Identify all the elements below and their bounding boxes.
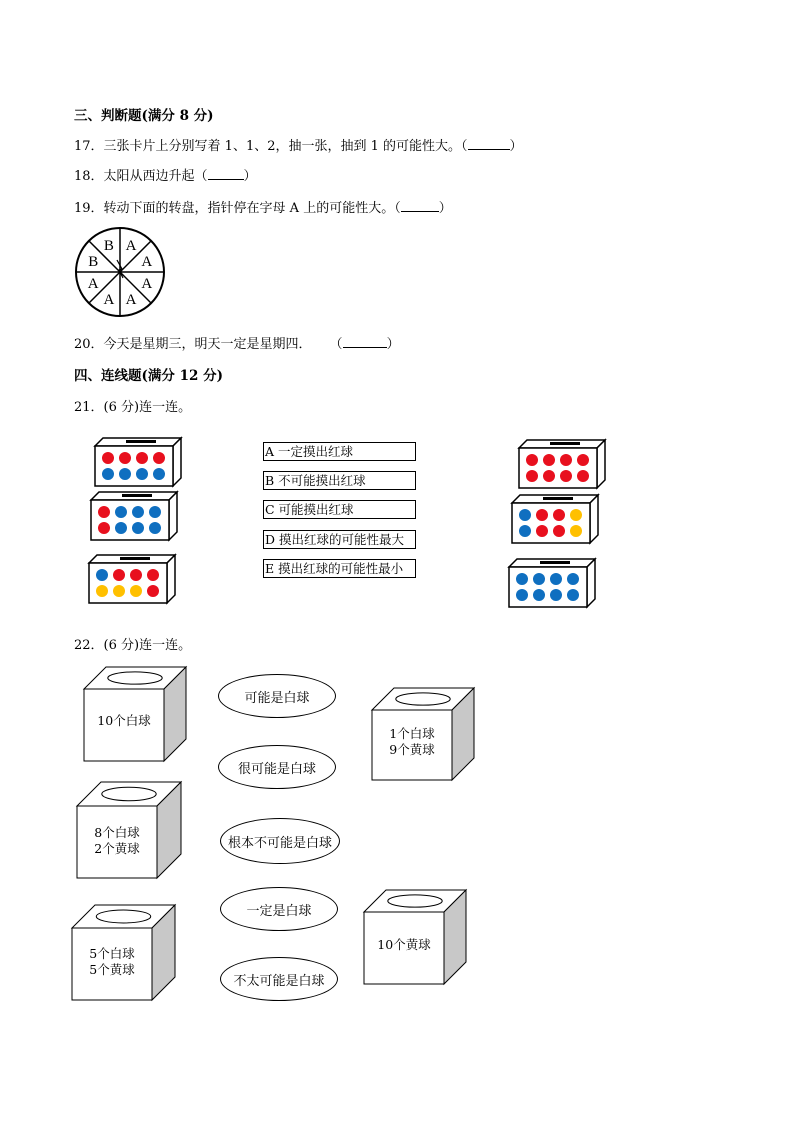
cube-5-label: 10个黄球 [377, 937, 431, 952]
cube-1-label: 10个白球 [97, 713, 151, 728]
spinner-letter: A [141, 253, 153, 270]
q17-text: 17．三张卡片上分别写着 1、1、2，抽一张，抽到 1 的可能性大。（ [74, 139, 468, 154]
q21-option-d[interactable]: D 摸出红球的可能性最大 [263, 530, 416, 549]
q21-option-c[interactable]: C 可能摸出红球 [263, 500, 416, 519]
q20-open: （ [329, 337, 343, 352]
oval-option-1[interactable]: 可能是白球 [218, 674, 336, 718]
cube-3-label: 5个白球 5个黄球 [89, 946, 135, 977]
q19-close: ） [438, 201, 452, 216]
q18-text: 18．太阳从西边升起（ [74, 169, 208, 184]
spinner-letter: B [88, 253, 99, 270]
section4-heading: 四、连线题(满分 12 分) [74, 368, 223, 384]
spinner-letter: A [87, 276, 99, 293]
spinner-letter: A [125, 291, 137, 308]
question-21: 21．(6 分)连一连。 [74, 400, 192, 415]
oval-option-4[interactable]: 一定是白球 [220, 887, 338, 931]
q21-option-b[interactable]: B 不可能摸出红球 [263, 471, 416, 490]
question-22: 22．(6 分)连一连。 [74, 638, 192, 653]
q21-option-e[interactable]: E 摸出红球的可能性最小 [263, 559, 416, 578]
section3-heading: 三、判断题(满分 8 分) [74, 108, 214, 124]
cube-2-label: 8个白球 2个黄球 [94, 825, 140, 856]
q21-option-a[interactable]: A 一定摸出红球 [263, 442, 416, 461]
oval-option-2[interactable]: 很可能是白球 [218, 745, 336, 789]
oval-option-5[interactable]: 不太可能是白球 [220, 957, 338, 1001]
oval-option-3[interactable]: 根本不可能是白球 [220, 818, 340, 864]
q19-text: 19．转动下面的转盘，指针停在字母 A 上的可能性大。（ [74, 201, 401, 216]
spinner-letter: A [141, 276, 153, 293]
spinner-letter: A [125, 238, 137, 255]
q20-text: 20．今天是星期三，明天一定是星期四． [74, 337, 312, 352]
q20-close: ） [386, 337, 400, 352]
spinner-letter: B [103, 238, 114, 255]
cube-4-label: 1个白球 9个黄球 [389, 726, 435, 757]
q17-close: ） [509, 139, 523, 154]
q18-close: ） [243, 169, 257, 184]
spinner-letter: A [103, 291, 115, 308]
